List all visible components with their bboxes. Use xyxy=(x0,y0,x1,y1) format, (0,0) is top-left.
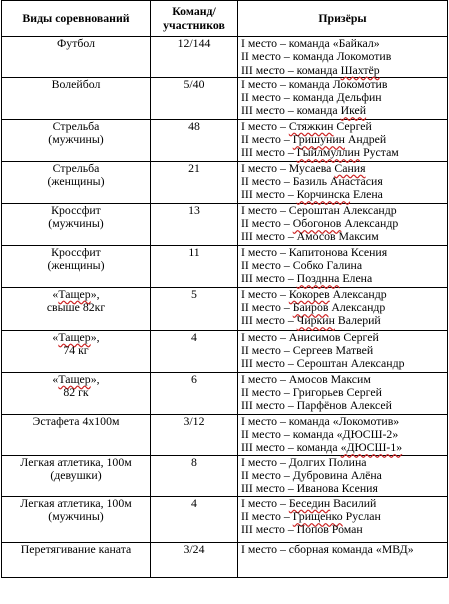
participants-count: 4 xyxy=(151,330,238,372)
winner-line: II место – команда Локомотив xyxy=(241,49,392,64)
sport-name-line: Кроссфит xyxy=(51,244,101,259)
winner-line: I место – Кокорев Александр xyxy=(241,286,387,301)
table-row xyxy=(2,330,448,372)
winner-line: II место – команда «ДЮСШ-2» xyxy=(241,427,399,442)
sport-cell xyxy=(2,455,151,496)
winner-line: I место – команда Локомотив xyxy=(241,76,388,91)
sport-name-line: Эстафета 4х100м xyxy=(32,413,120,428)
participants-count: 8 xyxy=(151,455,238,496)
table-row xyxy=(2,37,448,78)
sport-name-line: (мужчины) xyxy=(48,132,104,147)
sport-name-line: «Тащер», xyxy=(52,371,100,386)
winner-line: I место – Мусаева Сания xyxy=(241,160,366,175)
winners-cell xyxy=(238,330,448,372)
winner-line: III место – Корчинска Елена xyxy=(241,187,383,202)
winners-cell xyxy=(238,119,448,161)
sport-name-line: «Тащер», xyxy=(52,286,100,301)
winners-cell xyxy=(238,77,448,119)
table-row xyxy=(2,161,448,203)
sport-cell xyxy=(2,372,151,414)
winner-line: III место – Иванова Ксения xyxy=(241,481,378,496)
winner-line: III место – Позднна Елена xyxy=(241,271,373,286)
sport-cell xyxy=(2,203,151,245)
sport-name-line: свыше 82кг xyxy=(46,300,106,315)
winners-cell xyxy=(238,496,448,542)
winner-line: I место – сборная команда «МВД» xyxy=(241,541,414,556)
winners-cell xyxy=(238,542,448,577)
winner-line: I место – команда «Байкал» xyxy=(241,36,380,50)
participants-count: 3/24 xyxy=(151,542,238,577)
winner-line: I место – Анисимов Сергей xyxy=(241,329,379,344)
table-row xyxy=(2,119,448,161)
participants-count: 11 xyxy=(151,245,238,287)
sport-name-line: 82 гк xyxy=(63,385,89,400)
winner-line: I место – Сероштан Александр xyxy=(241,202,397,217)
table-row xyxy=(2,455,448,496)
table-row xyxy=(2,414,448,455)
winner-line: III место – Парфёнов Алексей xyxy=(241,398,392,413)
sport-name-line: (мужчины) xyxy=(48,216,104,231)
sport-cell xyxy=(2,119,151,161)
winners-cell xyxy=(238,245,448,287)
sport-name-line: Кроссфит xyxy=(51,202,101,217)
sport-name-line: 74 кг xyxy=(63,343,89,358)
winner-line: III место – Чиркин Валерий xyxy=(241,313,381,328)
sport-cell xyxy=(2,37,151,78)
sport-name-line: Легкая атлетика, 100м xyxy=(20,454,132,469)
table-row xyxy=(2,245,448,287)
sport-cell xyxy=(2,330,151,372)
sport-name-line: (женщины) xyxy=(47,174,105,189)
winners-cell xyxy=(238,414,448,455)
winners-cell xyxy=(238,287,448,330)
participants-count: 5 xyxy=(151,287,238,330)
participants-count: 48 xyxy=(151,119,238,161)
winner-line: I место – команда «Локомотив» xyxy=(241,413,400,428)
sport-cell xyxy=(2,496,151,542)
table-row xyxy=(2,542,448,577)
winner-line: III место – Гыйлмуллин Рустам xyxy=(241,145,399,160)
winners-cell xyxy=(238,372,448,414)
table-row xyxy=(2,287,448,330)
winners-cell xyxy=(238,203,448,245)
winner-line: I место – Капитонова Ксения xyxy=(241,244,388,259)
winner-line: II место – Собко Галина xyxy=(241,258,363,273)
winners-cell xyxy=(238,455,448,496)
sport-name-line: Футбол xyxy=(56,36,95,50)
sport-name-line: Стрельба xyxy=(52,118,100,133)
winners-cell xyxy=(238,37,448,78)
sport-cell xyxy=(2,287,151,330)
sport-name-line: (девушки) xyxy=(50,468,102,483)
sport-name-line: (женщины) xyxy=(47,258,105,273)
sport-name-line: «Тащер», xyxy=(52,329,100,344)
winner-line: II место – Сергеев Матвей xyxy=(241,343,374,358)
sport-name-line: Волейбол xyxy=(51,76,101,91)
sport-cell xyxy=(2,161,151,203)
participants-count: 21 xyxy=(151,161,238,203)
winner-line: III место – Сероштан Александр xyxy=(241,356,405,371)
header-row xyxy=(2,1,448,37)
table-row xyxy=(2,372,448,414)
winner-line: II место – Дубровина Алёна xyxy=(241,468,382,483)
winner-line: III место – Амосов Максим xyxy=(241,229,379,244)
winner-line: II место – Григорьев Сергей xyxy=(241,385,382,400)
winner-line: III место – команда «ДЮСШ-1» xyxy=(241,440,403,455)
winner-line: II место – Грищенко Руслан xyxy=(241,509,381,524)
table-row xyxy=(2,496,448,542)
winner-line: II место – Базиль Анастасия xyxy=(241,174,383,189)
winners-cell xyxy=(238,161,448,203)
winner-line: II место – Обогонов Александр xyxy=(241,216,399,231)
header-sport: Виды соревнований xyxy=(2,1,151,37)
winner-line: I место – Амосов Максим xyxy=(241,371,371,386)
sport-cell xyxy=(2,77,151,119)
winner-line: II место – команда Дельфин xyxy=(241,90,382,105)
participants-count: 3/12 xyxy=(151,414,238,455)
winner-line: I место – Беседин Василий xyxy=(241,495,377,510)
winner-line: III место – команда Шахтёр xyxy=(241,62,380,77)
sport-name-line: Легкая атлетика, 100м xyxy=(20,495,132,510)
winner-line: I место – Стяжкин Сергей xyxy=(241,118,372,133)
participants-count: 12/144 xyxy=(151,37,238,78)
participants-count: 4 xyxy=(151,496,238,542)
header-teams: Команд/ участников xyxy=(151,1,238,37)
sport-name-line: Стрельба xyxy=(52,160,100,175)
winner-line: III место – Попов Роман xyxy=(241,522,363,537)
winner-line: II место – Баиров Александр xyxy=(241,300,386,315)
participants-count: 5/40 xyxy=(151,77,238,119)
winner-line: I место – Долгих Полина xyxy=(241,454,367,469)
sport-cell xyxy=(2,542,151,577)
sport-name-line: Перетягивание каната xyxy=(20,541,132,556)
sport-cell xyxy=(2,245,151,287)
header-winners: Призёры xyxy=(238,1,448,37)
winner-line: II место – Гришунин Андрей xyxy=(241,132,387,147)
sport-cell xyxy=(2,414,151,455)
participants-count: 6 xyxy=(151,372,238,414)
table-row xyxy=(2,77,448,119)
results-table xyxy=(1,0,448,578)
participants-count: 13 xyxy=(151,203,238,245)
winner-line: III место – команда Икей xyxy=(241,103,367,118)
sport-name-line: (мужчины) xyxy=(48,509,104,524)
table-row xyxy=(2,203,448,245)
